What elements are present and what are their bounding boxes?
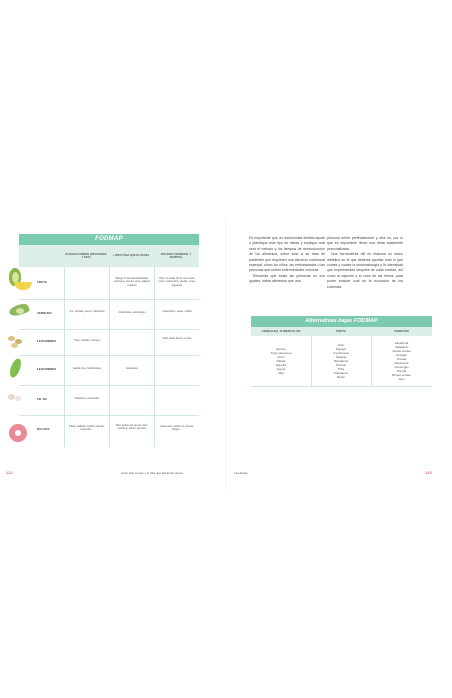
table-cell: Guisantes <box>126 367 138 370</box>
body-text-column-2 <box>327 236 403 290</box>
list-item: Apio <box>398 377 405 381</box>
list-item: Calabacín <box>394 345 409 349</box>
list-item: Piña <box>337 367 344 371</box>
list-item: Pomelo <box>335 363 347 367</box>
table-cell: Ajo, cebolla, puerro, alcachofa <box>69 310 105 313</box>
running-head-right: Las dietas <box>234 471 248 475</box>
header-verdura: VERDURA <box>394 329 409 333</box>
running-head-left: Amor qué comes y te diré qué bacterias tienes <box>121 471 183 475</box>
table-cell: Garbanzos, habichuelas <box>73 367 101 370</box>
nut-icon <box>8 394 15 400</box>
list-item: Trigo sarraceno <box>270 351 292 355</box>
bean-icon <box>8 336 15 341</box>
donut-hole <box>15 430 21 436</box>
table-cell: Champiñón, setas, coliflor <box>162 310 192 313</box>
table-cell: Caramelos, bollos sin azúcar, chicles… <box>160 425 194 432</box>
list-item: Naranja <box>335 355 347 359</box>
list-item: Tomate <box>396 357 407 361</box>
alternatives-table-body <box>251 336 432 387</box>
header-fruta: FRUTA <box>336 329 346 333</box>
list-item: Mijo <box>278 371 284 375</box>
list-item: Judías verdes <box>392 349 411 353</box>
bean-icon <box>11 343 18 348</box>
cereales-list <box>251 336 311 386</box>
body-text-column-1 <box>249 236 325 285</box>
table-row <box>19 415 199 447</box>
table-cell: Trigo, cebada, centeno <box>73 339 101 342</box>
table-cell: Maíz dulce fresco en lata <box>162 337 192 340</box>
table-cell: Alcachofas, espárragos <box>118 311 146 314</box>
list-item: Avena <box>276 367 286 371</box>
list-item: Rúcula <box>396 369 407 373</box>
list-item: Brotes verdes <box>392 373 411 377</box>
table-cell: Pasta, galletas, bollos, barritas, bizcocho… <box>68 425 106 432</box>
list-item: Melón <box>336 375 346 379</box>
list-item: Papaya <box>335 347 347 351</box>
page-number-left: 122 <box>6 470 13 475</box>
row-label: LEGUMBRES <box>37 339 57 343</box>
table-row <box>19 355 199 386</box>
list-item: Patata <box>276 359 286 363</box>
header-cereales: CEREALES, TUBÉRCULOS <box>261 329 301 333</box>
list-item: Frambuesa <box>333 351 349 355</box>
table-cell: Pera, ciruelas (fruta con hueso como melocotón), sandía, mora, aguacate <box>158 277 196 287</box>
fodmap-table <box>19 234 199 432</box>
list-item: Espelta <box>275 363 286 367</box>
vegetable-icon <box>16 308 24 314</box>
row-label: FRUTA <box>37 280 47 284</box>
paragraph: Es importante que un nutricionista dietista ayude o planifique este tipo de dietas y explique cuál será el método y los tiempos de reintroducción de los alimentos, sobre todo si se trata de pacientes que requieren una atención nutricional especial, como los niños, las embarazadas o las personas que sufran enfermedades crónicas. <box>249 236 325 273</box>
list-item: Arándanos <box>333 371 349 375</box>
list-item: Acelgas <box>396 353 407 357</box>
list-item: Arroz <box>277 355 285 359</box>
table-cell: Mango, frutas deshidratadas, manzana, cereza, pera, plátano maduro <box>113 277 151 287</box>
verdura-list <box>371 336 432 386</box>
list-item: Quinoa <box>276 347 286 351</box>
table-row <box>19 329 199 356</box>
header-oligosacaridos: OLIGOSACÁRIDOS (FRUCTANOS Y GOS) <box>65 252 107 259</box>
paragraph: persona tolere perfectamente y otra no, por lo que es importante llevar una dieta totalmente personalizada. <box>327 236 403 251</box>
row-label: DULCES <box>37 427 50 431</box>
table-row <box>19 267 199 300</box>
fodmap-table-title: FODMAP <box>19 234 199 245</box>
alternatives-table <box>251 316 432 387</box>
page-gutter <box>225 220 227 490</box>
header-fructosa: + FRUCTOSA QUE GLUCOSA <box>112 254 150 258</box>
row-label: LEGUMBRES <box>37 367 57 371</box>
list-item: Zanahoria <box>394 341 409 345</box>
row-label: FR. SE. <box>37 397 48 401</box>
paragraph: Una herramienta útil es elaborar un diario dietético en el que deberás apuntar todo lo que comes y cuáles la sintomatología y la intensidad que experimentas después de cada comida, así como el aspecto y el color de las heces, para poder evaluar cuál es la evolución de los síntomas. <box>327 252 403 289</box>
nut-icon <box>15 396 21 401</box>
fruta-list <box>311 336 371 386</box>
list-item: Mandarina <box>333 359 349 363</box>
alternatives-table-title: Alternativas bajas FODMAP <box>251 316 432 327</box>
list-item: Canónigos <box>394 365 409 369</box>
page-number-right: 123 <box>425 470 432 475</box>
alternatives-table-header <box>251 327 432 336</box>
header-polioles: POLIOLES (SORBITOL Y MANITOL) <box>160 252 192 259</box>
table-row <box>19 299 199 330</box>
table-cell: Miel, jarabe tiempo de maíz, ketchup, sidras, barritas <box>115 424 149 431</box>
table-row <box>19 385 199 416</box>
row-label: VERDURA <box>37 311 52 315</box>
paragraph: Recuerda que todas las personas no son iguales, habrá alimentos que una <box>249 273 325 284</box>
list-item: Kiwi <box>338 343 344 347</box>
list-item: Espinacas <box>394 361 409 365</box>
table-cell: Pistachos, anacardos <box>74 397 100 400</box>
